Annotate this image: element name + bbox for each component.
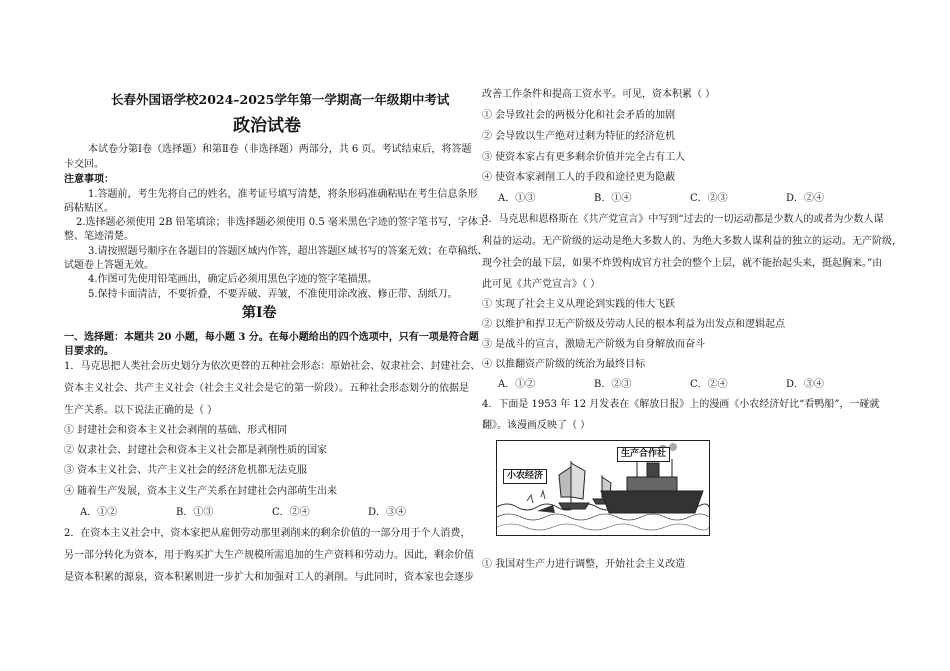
cartoon-label-right: 生产合作社 — [617, 447, 670, 462]
option-b[interactable]: B．①③ — [176, 507, 214, 518]
option-b[interactable]: B．①④ — [594, 193, 632, 204]
q4-stem: 翻》。该漫画反映了（ ） — [482, 420, 591, 431]
q2-stem: 改善工作条件和提高工资水平。可见，资本积累（ ） — [482, 89, 716, 100]
q2-item: ① 会导致社会的两极分化和社会矛盾的加剧 — [482, 110, 676, 121]
q3-item: ① 实现了社会主义从理论到实践的伟大飞跃 — [482, 299, 676, 310]
cartoon-illustration — [496, 440, 710, 536]
q3-stem: 利益的运动。无产阶级的运动是绝大多数人的、为绝大多数人谋利益的独立的运动。无产阶级， — [482, 236, 902, 247]
intro-line-2: 卡交回。 — [64, 159, 104, 170]
q1-item: ② 奴隶社会、封建社会和资本主义社会都是剥削性质的国家 — [64, 445, 328, 456]
intro-line-1: 本试卷分第Ⅰ卷（选择题）和第Ⅱ卷（非选择题）两部分，共 6 页。考试结束后，将答题 — [88, 144, 472, 155]
notice-line: 码粘贴区。 — [64, 203, 114, 214]
option-d[interactable]: D．③④ — [786, 379, 825, 390]
q1-stem: 资本主义社会、共产主义社会（社会主义社会是它的第一阶段）。五种社会形态划分的依据是 — [64, 383, 469, 394]
notice-line: 3.请按照题号顺序在各题目的答题区域内作答，超出答题区域书写的答案无效；在草稿纸、 — [88, 246, 488, 257]
subject-title: 政治试卷 — [233, 116, 301, 136]
notice-line: 1.答题前，考生先将自己的姓名，准考证号填写清楚，将条形码准确粘贴在考生信息条形 — [88, 189, 478, 200]
option-c[interactable]: C．②③ — [690, 193, 728, 204]
notice-line: 试题卷上答题无效。 — [64, 260, 154, 271]
q2-stem: 2．在资本主义社会中，资本家把从雇佣劳动那里剥削来的剩余价值的一部分用于个人消费， — [64, 528, 471, 539]
q2-stem: 另一部分转化为资本，用于购买扩大生产规模所需追加的生产资料和劳动力。因此，剩余价值 — [64, 550, 474, 561]
section-heading-2: 目要求的。 — [64, 346, 114, 357]
q2-item: ③ 使资本家占有更多剩余价值并完全占有工人 — [482, 152, 686, 163]
option-c[interactable]: C．②④ — [272, 507, 310, 518]
q1-item: ① 封建社会和资本主义社会剥削的基础、形式相同 — [64, 425, 288, 436]
q1-options — [80, 506, 464, 519]
section-heading-1: 一、选择题：本题共 20 小题，每小题 3 分。在每小题给出的四个选项中，只有一项是符合题 — [64, 332, 479, 343]
q3-item: ④ 以推翻资产阶级的统治为最终目标 — [482, 359, 646, 370]
notice-line: 2.选择题必须使用 2B 铅笔填涂；非选择题必须使用 0.5 毫米黑色字迹的签字笔书写，字体工 — [76, 217, 488, 228]
q1-stem: 生产关系。以下说法正确的是（ ） — [64, 405, 218, 416]
option-d[interactable]: D．②④ — [786, 193, 825, 204]
option-b[interactable]: B．②③ — [594, 379, 632, 390]
part-title: 第Ⅰ卷 — [242, 305, 277, 321]
option-a[interactable]: A．①② — [498, 379, 536, 390]
q2-item: ④ 使资本家剥削工人的手段和途径更为隐蔽 — [482, 172, 676, 183]
q4-stem: 4．下面是 1953 年 12 月发表在《解放日报》上的漫画《小农经济好比“看鸭船”，一碰就 — [482, 399, 880, 410]
option-d[interactable]: D．③④ — [368, 507, 407, 518]
notice-heading: 注意事项： — [64, 174, 114, 185]
q1-item: ③ 资本主义社会、共产主义社会的经济危机都无法克服 — [64, 465, 308, 476]
exam-title: 长春外国语学校2024–2025学年第一学期高一年级期中考试 — [111, 92, 450, 107]
q3-item: ② 以维护和捍卫无产阶级及劳动人民的根本利益为出发点和逻辑起点 — [482, 319, 786, 330]
q2-stem: 是资本积累的源泉，资本积累则进一步扩大和加强对工人的剥削。与此同时，资本家也会逐步 — [64, 572, 474, 583]
q3-stem: 3．马克思和恩格斯在《共产党宣言》中写到“过去的一切运动都是少数人的或者为少数人谋 — [482, 214, 884, 225]
cartoon-label-left: 小农经济 — [503, 469, 547, 484]
q2-options — [498, 192, 882, 205]
option-a[interactable]: A．①② — [80, 507, 118, 518]
notice-line: 5.保持卡面清洁，不要折叠，不要弄破、弄皱，不准使用涂改液、修正带、刮纸刀。 — [88, 289, 458, 300]
notice-line: 4.作图可先使用铅笔画出，确定后必须用黑色字迹的签字笔描黑。 — [88, 274, 378, 285]
cartoon-drawing — [497, 441, 709, 535]
q3-options — [498, 378, 882, 391]
q2-item: ② 会导致以生产绝对过剩为特征的经济危机 — [482, 131, 676, 142]
q1-item: ④ 随着生产发展，资本主义生产关系在封建社会内部萌生出来 — [64, 486, 338, 497]
q3-stem: 现今社会的最下层，如果不炸毁构成官方社会的整个上层，就不能抬起头来，挺起胸来。”由 — [482, 258, 883, 269]
q3-stem: 此可见《共产党宣言》（ ） — [482, 279, 601, 290]
option-a[interactable]: A．①③ — [498, 193, 536, 204]
q3-item: ③ 是战斗的宣言，激励无产阶级为自身解放而奋斗 — [482, 339, 706, 350]
q4-item: ① 我国对生产力进行调整，开始社会主义改造 — [482, 559, 686, 570]
notice-line: 整、笔迹清楚。 — [64, 231, 134, 242]
q1-stem: 1．马克思把人类社会历史划分为依次更替的五种社会形态：原始社会、奴隶社会、封建社会、 — [64, 361, 481, 372]
option-c[interactable]: C．②④ — [690, 379, 728, 390]
